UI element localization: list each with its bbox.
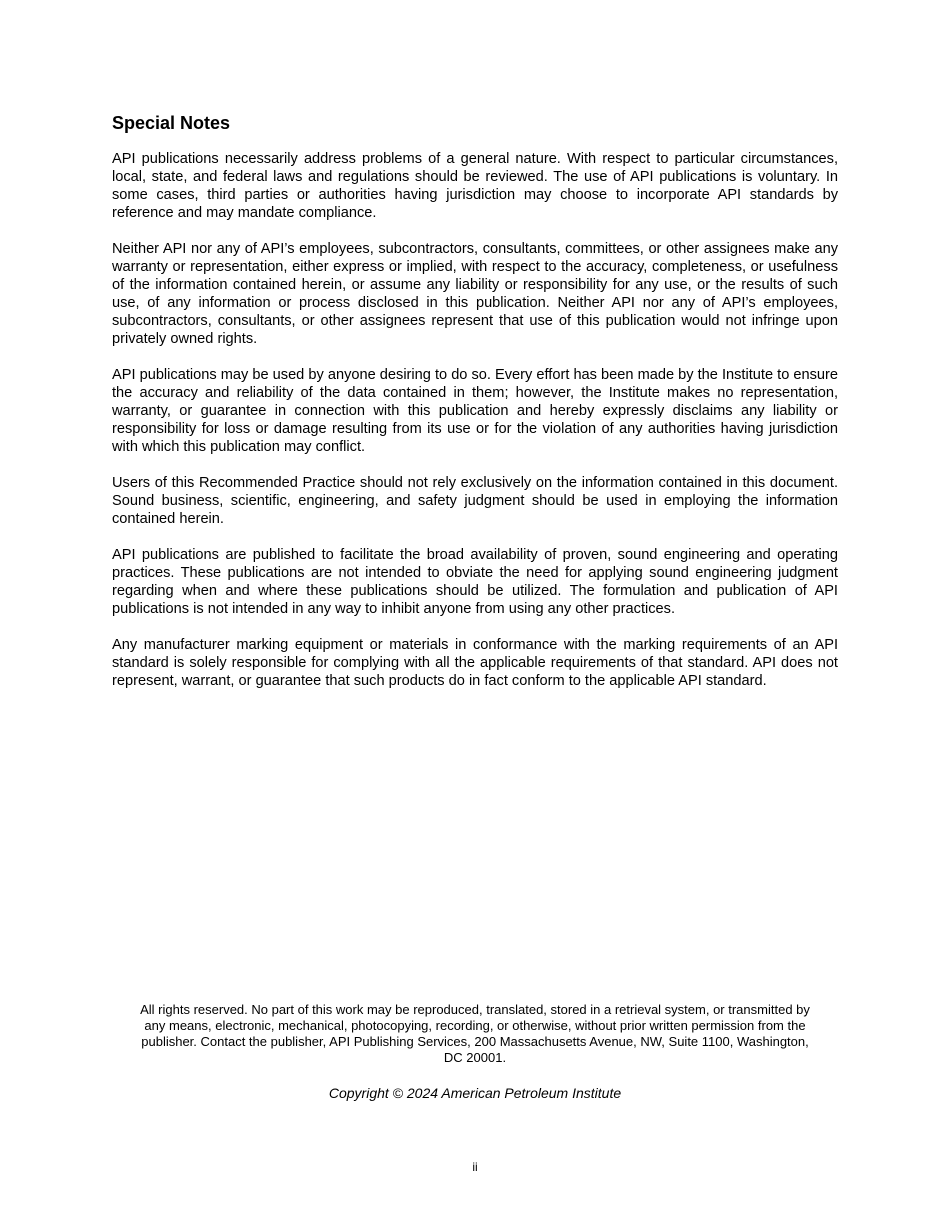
rights-notice: All rights reserved. No part of this work may be reproduced, translated, stored in a retrieval system, or transmitted by any means, electronic, mechanical, photocopying, recording, or otherwise, without prior written permission from the publisher. Contact the publisher, API Publishing Services, 200 Massachusetts Avenue, NW, Suite 1100, Washington, DC 20001.: [140, 1002, 810, 1065]
paragraph-disclaimer: API publications may be used by anyone desiring to do so. Every effort has been made by the Institute to ensure the accuracy and reliability of the data contained in them; however, the Institute makes no representation, warranty, or guarantee in connection with this publication and hereby expressly disclaims any liability or responsibility for loss or damage resulting from its use or for the violation of any authorities having jurisdiction with which this publication may conflict.: [112, 367, 838, 455]
paragraph-judgment: Users of this Recommended Practice should not rely exclusively on the information contained in this document. Sound business, scientific, engineering, and safety judgment should be used in employing the information contained herein.: [112, 475, 838, 527]
section-heading: Special Notes: [112, 113, 231, 133]
paragraph-purpose: API publications are published to facilitate the broad availability of proven, sound engineering and operating practices. These publications are not intended to obviate the need for applying sound engineering judgment regarding when and where these publications should be utilized. The formulation and publication of API publications is not intended in any way to inhibit anyone from using any other practices.: [112, 547, 838, 617]
paragraph-voluntary-use: API publications necessarily address problems of a general nature. With respect to particular circumstances, local, state, and federal laws and regulations should be reviewed. The use of API publications is voluntary. In some cases, third parties or authorities having jurisdiction may choose to incorporate API standards by reference and may mandate compliance.: [112, 151, 838, 221]
paragraph-manufacturer-marking: Any manufacturer marking equipment or materials in conformance with the marking requirements of an API standard is solely responsible for complying with all the applicable requirements of that standard. API does not represent, warrant, or guarantee that such products do in fact conform to the applicable API standard.: [112, 637, 838, 689]
paragraph-no-warranty: Neither API nor any of API’s employees, subcontractors, consultants, committees, or other assignees make any warranty or representation, either express or implied, with respect to the accuracy, completeness, or usefulness of the information contained herein, or assume any liability or responsibility for any use, or the results of such use, of any information or process disclosed in this publication. Neither API nor any of API’s employees, subcontractors, consultants, or other assignees represent that use of this publication would not infringe upon privately owned rights.: [112, 241, 838, 347]
copyright-line: Copyright © 2024 American Petroleum Institute: [328, 1085, 622, 1101]
page-number: ii: [472, 1160, 478, 1174]
page-content: [112, 112, 838, 708]
